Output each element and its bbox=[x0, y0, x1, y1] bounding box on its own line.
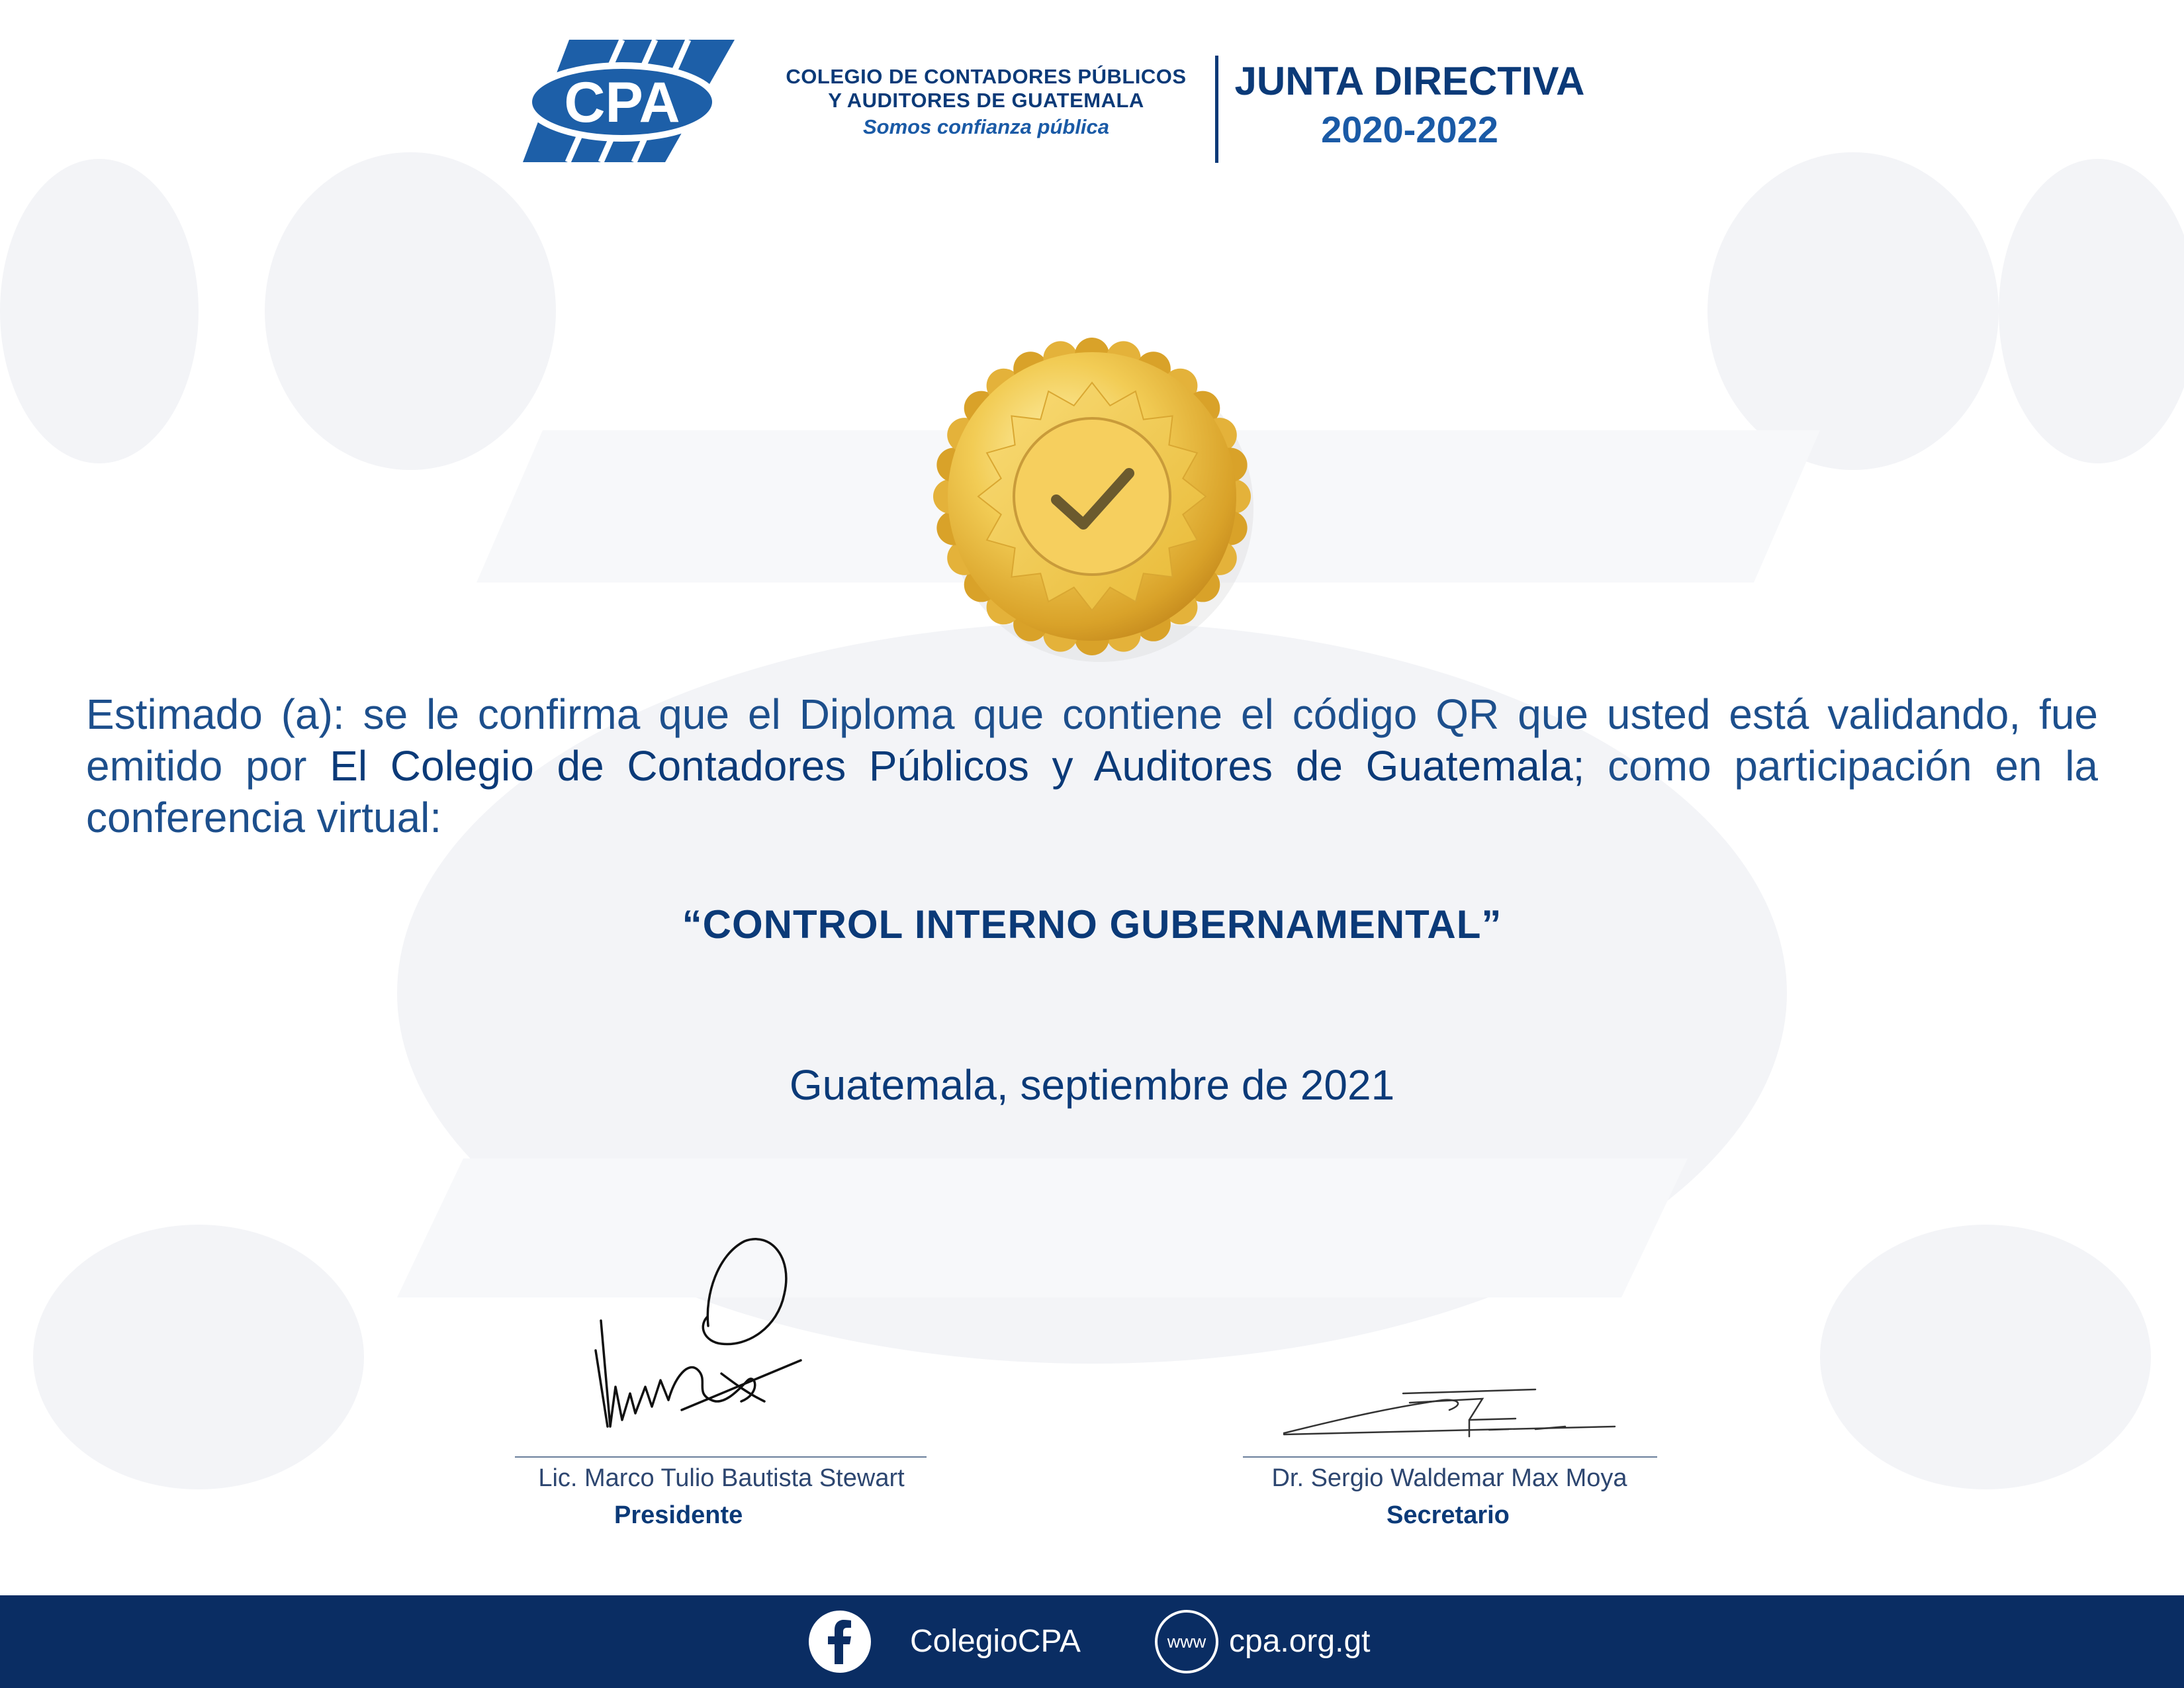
message-part-2: como participación en la conferencia virtual: bbox=[86, 742, 2099, 841]
website-icon[interactable]: www bbox=[1155, 1610, 1218, 1673]
org-tagline: Somos confianza pública bbox=[862, 115, 1110, 138]
header-divider bbox=[1215, 56, 1218, 163]
message-org-name: El Colegio de Contadores Públicos y Auditores de Guatemala; bbox=[330, 742, 1585, 790]
checkmark-seal-icon bbox=[927, 331, 1257, 662]
org-name-line-1: COLEGIO DE CONTADORES PÚBLICOS bbox=[786, 65, 1187, 88]
website-link[interactable]: cpa.org.gt bbox=[1229, 1624, 1371, 1659]
confirmation-message bbox=[86, 688, 2098, 843]
president-name: Lic. Marco Tulio Bautista Stewart bbox=[538, 1464, 905, 1492]
footer-bar bbox=[0, 1595, 2184, 1688]
president-role: Presidente bbox=[614, 1501, 743, 1529]
signature-line-secretary bbox=[1243, 1456, 1657, 1458]
facebook-icon[interactable] bbox=[808, 1610, 872, 1673]
secretary-name: Dr. Sergio Waldemar Max Moya bbox=[1271, 1464, 1627, 1492]
message-part-1: Estimado (a): se le confirma que el Diploma que contiene el código QR que usted está validando, fue emitido por bbox=[86, 690, 2098, 790]
event-title: “CONTROL INTERNO GUBERNAMENTAL” bbox=[682, 902, 1502, 947]
cpa-logo bbox=[523, 40, 735, 162]
org-name-line-2: Y AUDITORES DE GUATEMALA bbox=[828, 89, 1144, 112]
board-title: JUNTA DIRECTIVA bbox=[1234, 59, 1585, 103]
board-period: 2020-2022 bbox=[1321, 109, 1498, 150]
secretary-role: Secretario bbox=[1387, 1501, 1510, 1529]
president-signature bbox=[582, 1228, 827, 1446]
facebook-handle-link[interactable]: ColegioCPA bbox=[910, 1624, 1081, 1659]
secretary-signature bbox=[1271, 1380, 1641, 1446]
svg-text:CPA: CPA bbox=[564, 71, 680, 134]
issue-date: Guatemala, septiembre de 2021 bbox=[789, 1061, 1395, 1109]
signature-line-president bbox=[515, 1456, 927, 1458]
